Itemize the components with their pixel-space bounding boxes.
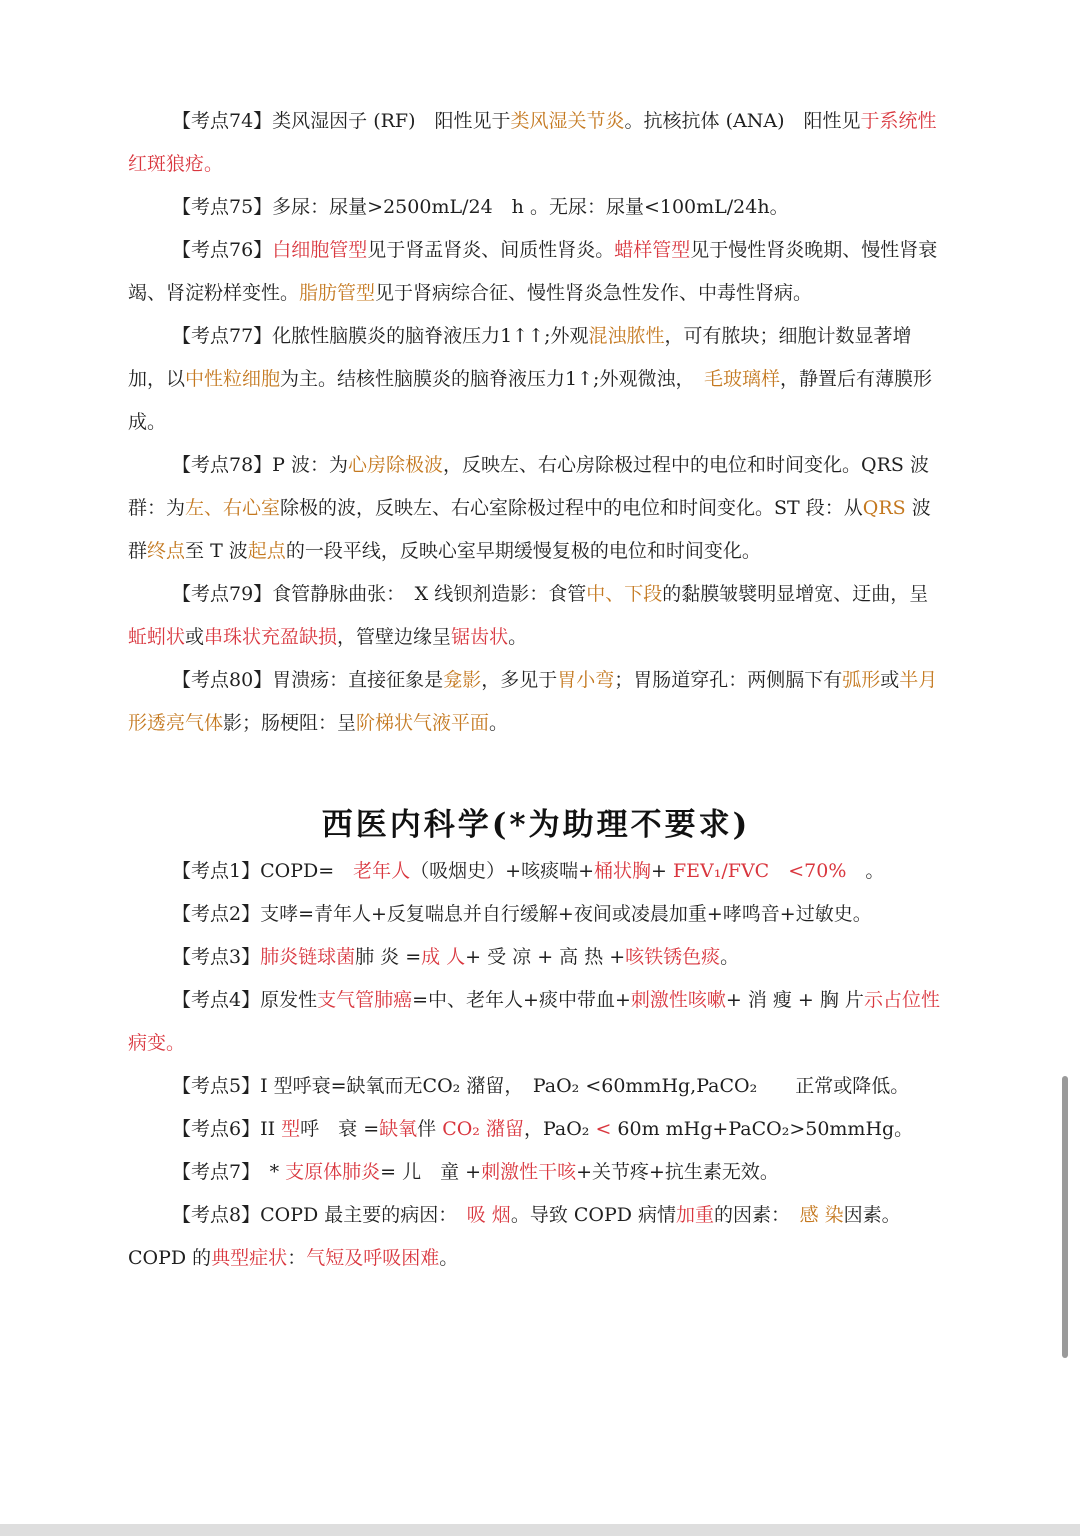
paragraph-text: ，管壁边缘呈 [337,626,452,648]
paragraph-text: 。 [720,946,740,968]
paragraph-text: 见于慢性肾炎晚期、慢性肾衰竭、肾淀粉样变性。 [128,239,938,304]
highlighted-term: 刺激性干咳 [481,1161,577,1183]
paragraph-text: 。 [439,1247,459,1269]
exam-point-paragraph [128,936,944,979]
highlighted-term: 气短及呼吸困难 [306,1247,440,1269]
highlighted-term: 刺激性咳嗽 [630,989,726,1011]
paragraph-text: ，反映左、右心房除极过程中的电位和时间变化。QRS 波群：为 [128,454,929,519]
highlighted-term: 感 染 [799,1204,844,1226]
document-page [128,100,944,1280]
paragraph-text: 【考点6】II [172,1118,282,1140]
highlighted-term: 弧形 [842,669,881,691]
bottom-edge-bar [0,1524,1080,1536]
paragraph-text: + [651,860,673,882]
highlighted-term: 串珠状充盈缺损 [204,626,338,648]
paragraph-text: 或 [880,669,900,691]
paragraph-text: 【考点8】COPD 最主要的病因： [172,1204,467,1226]
paragraph-text: 波群 [128,497,931,562]
paragraph-text: 。 [846,860,885,882]
exam-point-paragraph [128,100,944,186]
paragraph-text: ，静置后有薄膜形成。 [128,368,932,433]
paragraph-text: 【考点2】支哮=青年人+反复喘息并自行缓解+夜间或凌晨加重+哮鸣音+过敏史。 [172,903,872,925]
highlighted-term: 胃小弯 [557,669,615,691]
highlighted-term: 阶梯状气液平面 [356,712,490,734]
highlighted-term: 桶状胸 [594,860,652,882]
highlighted-term: 中性粒细胞 [185,368,281,390]
highlighted-term: 加重 [676,1204,715,1226]
paragraph-text: 伴 [417,1118,443,1140]
highlighted-term: 肺炎链球菌 [260,946,356,968]
paragraph-text: ，可有脓块；细胞计数显著增加，以 [128,325,912,390]
paragraph-text: 【考点5】I 型呼衰=缺氧而无CO₂ 潴留， PaO₂ <60mmHg,PaCO₂ 正常或降低。 [172,1075,910,1097]
paragraph-text: ： [287,1247,307,1269]
paragraph-text: 【考点80】胃溃疡：直接征象是 [172,669,444,691]
exam-point-paragraph [128,573,944,659]
paragraph-text: 的一段平线，反映心室早期缓慢复极的电位和时间变化。 [285,540,761,562]
paragraph-text: 影；肠梗阻：呈 [223,712,357,734]
exam-point-paragraph [128,315,944,444]
section-diagnostics [128,100,944,745]
highlighted-term: 老年人 [353,860,411,882]
paragraph-text: +关节疼+抗生素无效。 [576,1161,779,1183]
paragraph-text: ，多见于 [481,669,558,691]
highlighted-term: 混浊脓性 [588,325,665,347]
highlighted-term: QRS [862,497,906,519]
section-title: 西医内科学(*为助理不要求) [321,807,751,843]
paragraph-text: 见于肾病综合征、慢性肾炎急性发作、中毒性肾病。 [375,282,813,304]
paragraph-text: 60m mHg+PaCO₂>50mmHg。 [611,1118,914,1140]
paragraph-text: 肺 炎 = [355,946,422,968]
paragraph-text: 的黏膜皱襞明显增宽、迂曲，呈 [662,583,929,605]
paragraph-text: + 受 凉 + 高 热 + [465,946,626,968]
paragraph-text: 除极的波，反映左、右心室除极过程中的电位和时间变化。ST 段：从 [280,497,863,519]
paragraph-text: 【考点4】原发性 [172,989,318,1011]
paragraph-text: 【考点75】多尿：尿量>2500mL/24 h 。无尿：尿量<100mL/24h。 [172,196,789,218]
paragraph-text: =中、老年人+痰中带血+ [412,989,631,1011]
highlighted-term: 锯齿状 [451,626,509,648]
paragraph-text: 至 T 波 [185,540,248,562]
exam-point-paragraph [128,186,944,229]
paragraph-text: 呼 衰 = [300,1118,380,1140]
highlighted-term: 典型症状 [211,1247,288,1269]
paragraph-text: ；胃肠道穿孔：两侧膈下有 [614,669,843,691]
paragraph-text: （吸烟史）+咳痰喘+ [410,860,594,882]
exam-point-paragraph [128,1151,944,1194]
paragraph-text: 为主。结核性脑膜炎的脑脊液压力1↑;外观微浊， [280,368,704,390]
exam-point-paragraph [128,850,944,893]
paragraph-text: 【考点77】化脓性脑膜炎的脑脊液压力1↑↑;外观 [172,325,589,347]
exam-point-paragraph [128,1108,944,1151]
paragraph-text: 因素。COPD 的 [128,1204,901,1269]
paragraph-text: 或 [185,626,205,648]
highlighted-term: 型 [281,1118,301,1140]
highlighted-term: 脂肪管型 [299,282,376,304]
paragraph-text: 【考点78】P 波：为 [172,454,349,476]
highlighted-term: 支气管肺癌 [317,989,413,1011]
highlighted-term: 终点 [147,540,186,562]
exam-point-paragraph [128,444,944,573]
exam-point-paragraph [128,1065,944,1108]
exam-point-paragraph [128,229,944,315]
highlighted-term: 于系统性红斑狼疮。 [128,110,937,175]
highlighted-term: 蜡样管型 [614,239,691,261]
highlighted-term: CO₂ 潴留 [442,1118,524,1140]
exam-point-paragraph [128,659,944,745]
highlighted-term: 类风湿关节炎 [510,110,625,132]
paragraph-text: 【考点7】 * [172,1161,286,1183]
paragraph-text: 【考点79】食管静脉曲张： X 线钡剂造影：食管 [172,583,587,605]
paragraph-text: 【考点1】COPD= [172,860,354,882]
highlighted-term: 蚯蚓状 [128,626,186,648]
exam-point-paragraph [128,893,944,936]
highlighted-term: 起点 [247,540,286,562]
section-internal-medicine [128,850,944,1280]
highlighted-term: 支原体肺炎 [285,1161,381,1183]
highlighted-term: 缺氧 [379,1118,418,1140]
paragraph-text: 【考点76】 [172,239,273,261]
paragraph-text: 【考点3】 [172,946,261,968]
highlighted-term: < [595,1118,612,1140]
scrollbar-thumb[interactable] [1062,1076,1068,1358]
paragraph-text: 【考点74】类风湿因子 (RF) 阳性见于 [172,110,511,132]
paragraph-text: 见于肾盂肾炎、间质性肾炎。 [367,239,615,261]
exam-point-paragraph [128,1194,944,1280]
paragraph-text: 。 [508,626,528,648]
paragraph-text: 。抗核抗体 (ANA) 阳性见 [624,110,861,132]
paragraph-text: 。导致 COPD 病情 [510,1204,677,1226]
paragraph-text: = 儿 童 + [380,1161,482,1183]
highlighted-term: 吸 烟 [466,1204,511,1226]
highlighted-term: 示占位性病变。 [128,989,940,1054]
highlighted-term: 白细胞管型 [272,239,368,261]
highlighted-term: 咳铁锈色痰 [625,946,721,968]
highlighted-term: 半月形透亮气体 [128,669,938,734]
highlighted-term: 中、下段 [586,583,663,605]
highlighted-term: 心房除极波 [348,454,444,476]
paragraph-text: 的因素： [714,1204,800,1226]
highlighted-term: 龛影 [443,669,482,691]
highlighted-term: FEV₁/FVC <70% [672,860,847,882]
paragraph-text: ，PaO₂ [523,1118,596,1140]
exam-point-paragraph [128,979,944,1065]
highlighted-term: 左、右心室 [185,497,281,519]
paragraph-text: + 消 瘦 + 胸 片 [725,989,864,1011]
paragraph-text: 。 [489,712,509,734]
highlighted-term: 成 人 [421,946,466,968]
highlighted-term: 毛玻璃样 [703,368,780,390]
